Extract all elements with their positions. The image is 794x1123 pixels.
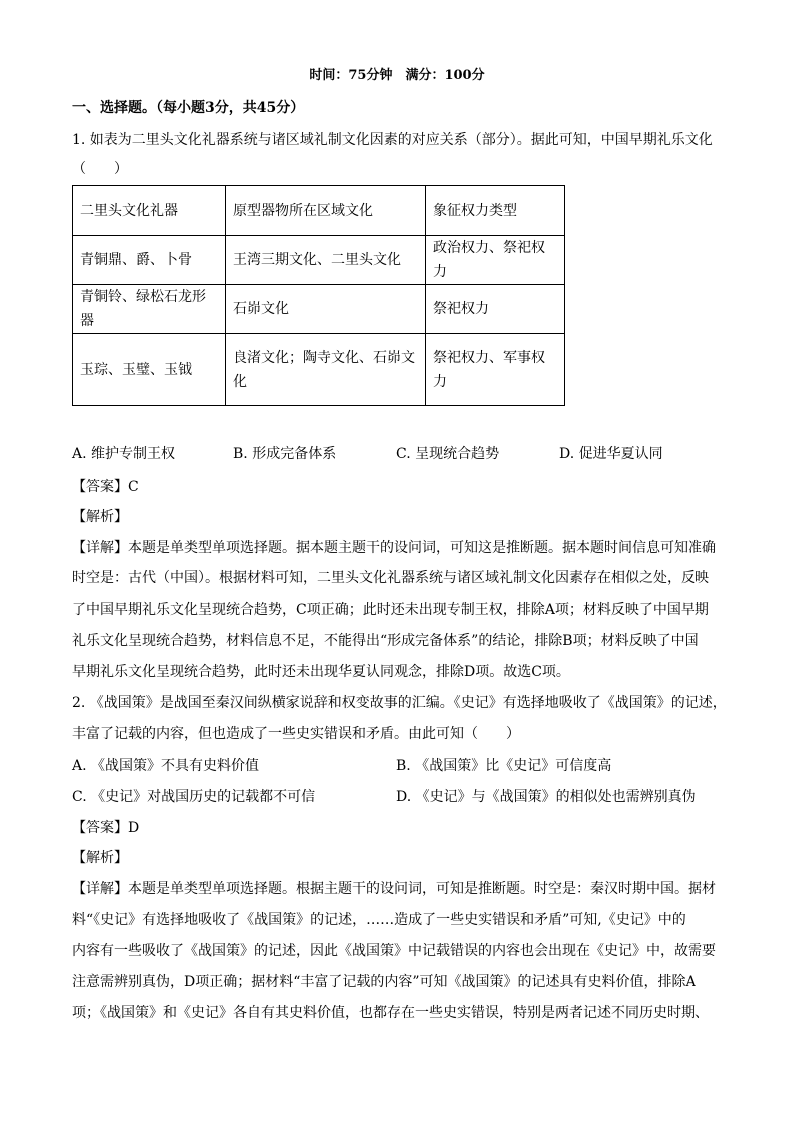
- exam-header: 时间：75分钟 满分：100分: [309, 68, 485, 83]
- table-cell: 青铜鼎、爵、卜骨: [73, 236, 226, 285]
- table-cell: 王湾三期文化、二里头文化: [226, 236, 426, 285]
- answer-value: D: [128, 820, 140, 836]
- table-header-cell: 原型器物所在区域文化: [226, 186, 426, 236]
- table-row: [73, 236, 565, 285]
- q1-detail-line: 时空是：古代（中国）。根据材料可知，二里头文化礼器系统与诸区域礼制文化因素存在相似之处，反映: [72, 570, 709, 586]
- q1-detail-line: 礼乐文化呈现统合趋势，材料信息不足，不能得出“形成完备体系”的结论，排除B项；材料反映了中国: [72, 633, 699, 649]
- q2-option-c: C. 《史记》对战国历史的记载都不可信: [72, 789, 316, 805]
- q2-analysis-tag: 【解析】: [72, 850, 128, 866]
- q2-option-b: B. 《战国策》比《史记》可信度高: [396, 758, 612, 774]
- q1-detail-line: 了中国早期礼乐文化呈现统合趋势，C项正确；此时还未出现专制王权，排除A项；材料反映了中国早期: [72, 602, 709, 618]
- q2-option-d: D. 《史记》与《战国策》的相似处也需辨别真伪: [396, 789, 696, 805]
- q2-option-a: A. 《战国策》不具有史料价值: [72, 758, 260, 774]
- answer-tag: 【答案】: [72, 820, 128, 836]
- table-cell: 祭祀权力: [426, 285, 565, 334]
- q2-detail-line: 项；《战国策》和《史记》各自有其史料价值，也都存在一些史实错误，特别是两者记述不同历史时期、: [72, 1005, 709, 1021]
- table-header-cell: 二里头文化礼器: [73, 186, 226, 236]
- q1-option-b: B. 形成完备体系: [233, 446, 337, 462]
- q1-detail-line: 【详解】本题是单类型单项选择题。据本题主题干的设问词，可知这是推断题。据本题时间信息可知准确: [72, 540, 716, 556]
- answer-value: C: [128, 479, 139, 495]
- q1-stem-line2: （ ）: [72, 161, 128, 177]
- q1-option-c: C. 呈现统合趋势: [396, 446, 500, 462]
- table-cell: 青铜铃、绿松石龙形器: [73, 285, 226, 334]
- table-cell: [226, 334, 426, 406]
- q2-detail-line: 注意需辨别真伪，D项正确；据材料“丰富了记载的内容”可知《战国策》的记述具有史料价值，排除A: [72, 974, 696, 990]
- table-cell-line: 化: [233, 373, 247, 390]
- q2-answer: [72, 819, 139, 837]
- table-cell: 政治权力、祭祀权力: [426, 236, 565, 285]
- q2-detail-line: 内容有一些吸收了《战国策》的记述，因此《战国策》中记载错误的内容也会出现在《史记》中，故需要: [72, 943, 716, 959]
- q1-analysis-tag: 【解析】: [72, 509, 128, 525]
- table-header-row: [73, 186, 565, 236]
- table-cell: 玉琮、玉璧、玉钺: [73, 334, 226, 406]
- q1-answer: [72, 478, 139, 496]
- q2-stem-line1: 2. 《战国策》是战国至秦汉间纵横家说辞和权变故事的汇编。《史记》有选择地吸收了《战国策》的记述，: [72, 695, 727, 711]
- q1-detail-line: 早期礼乐文化呈现统合趋势，此时还未出现华夏认同观念，排除D项。故选C项。: [72, 664, 570, 680]
- table-header-cell: 象征权力类型: [426, 186, 565, 236]
- table-row: [73, 285, 565, 334]
- q2-detail-line: 【详解】本题是单类型单项选择题。根据主题干的设问词，可知是推断题。时空是：秦汉时期中国。据材: [72, 881, 716, 897]
- q1-table: [72, 185, 565, 406]
- table-cell-line: 良渚文化；陶寺文化、石峁文: [233, 349, 415, 366]
- q1-option-d: D. 促进华夏认同: [559, 446, 663, 462]
- q1-option-a: A. 维护专制王权: [72, 446, 176, 462]
- q2-detail-line: 料“《史记》有选择地吸收了《战国策》的记述，……造成了一些史实错误和矛盾”可知,《史记》中的: [72, 912, 686, 928]
- table-row: [73, 334, 565, 406]
- q2-stem-line2: 丰富了记载的内容，但也造成了一些史实错误和矛盾。由此可知（ ）: [72, 726, 520, 742]
- answer-tag: 【答案】: [72, 479, 128, 495]
- section-title: 一、选择题。（每小题3分，共45分）: [72, 100, 305, 116]
- table-cell: 祭祀权力、军事权力: [426, 334, 565, 406]
- table-cell: 石峁文化: [226, 285, 426, 334]
- q1-stem-line1: 1. 如表为二里头文化礼器系统与诸区域礼制文化因素的对应关系（部分）。据此可知，中国早期礼乐文化: [72, 132, 713, 148]
